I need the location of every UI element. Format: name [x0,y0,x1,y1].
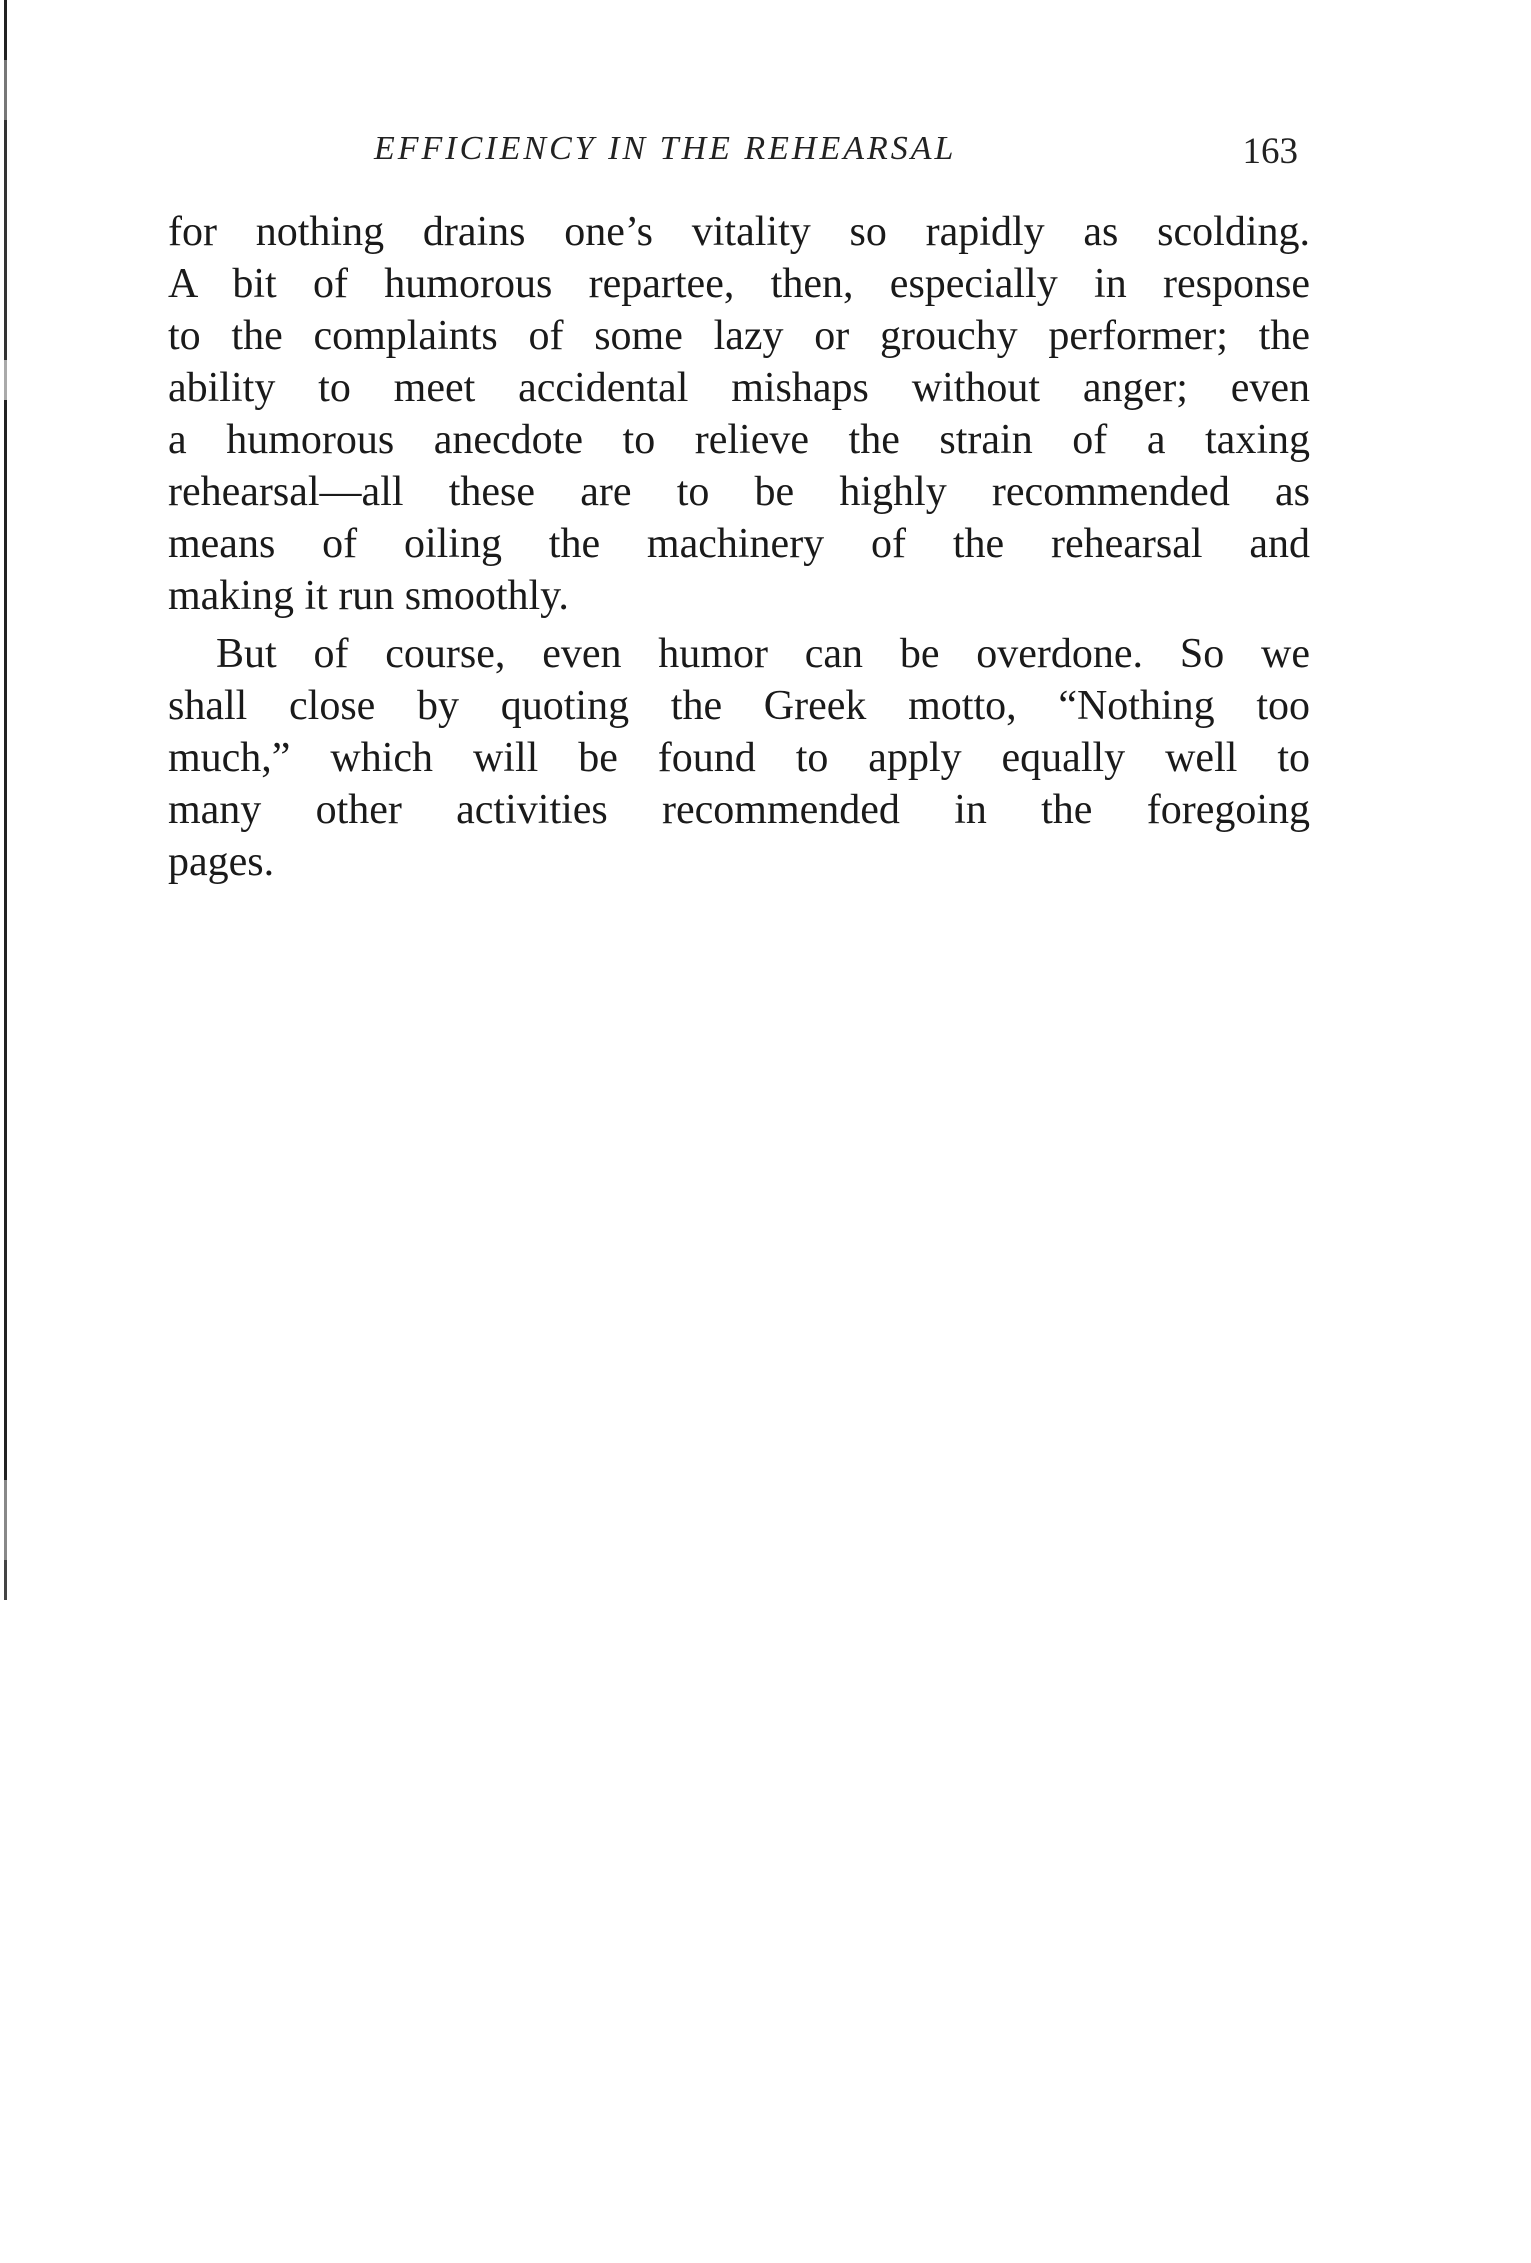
running-title: EFFICIENCY IN THE REHEARSAL [374,130,957,167]
scan-gutter-edge [4,0,7,2263]
text-line: much,” which will be found to apply equally well to [168,735,1310,781]
text-line: But of course, even humor can be overdone. So we [216,631,1310,677]
text-line: for nothing drains one’s vitality so rapidly as scolding. [168,209,1310,255]
text-line: shall close by quoting the Greek motto, “Nothing too [168,683,1310,729]
body-text [168,206,1310,888]
text-line: a humorous anecdote to relieve the strain of a taxing [168,417,1310,463]
text-line: A bit of humorous repartee, then, especially in response [168,261,1310,307]
text-line: rehearsal—all these are to be highly recommended as [168,469,1310,515]
text-line: many other activities recommended in the foregoing [168,787,1310,833]
paragraph-1 [168,206,1310,622]
text-line: pages. [168,839,275,885]
running-head [168,130,1310,180]
text-line: making it run smoothly. [168,573,569,619]
text-line: ability to meet accidental mishaps without anger; even [168,365,1310,411]
paragraph-2 [168,628,1310,888]
page-number: 163 [1242,131,1298,172]
text-line: to the complaints of some lazy or grouchy performer; the [168,313,1310,359]
text-line: means of oiling the machinery of the rehearsal and [168,521,1310,567]
